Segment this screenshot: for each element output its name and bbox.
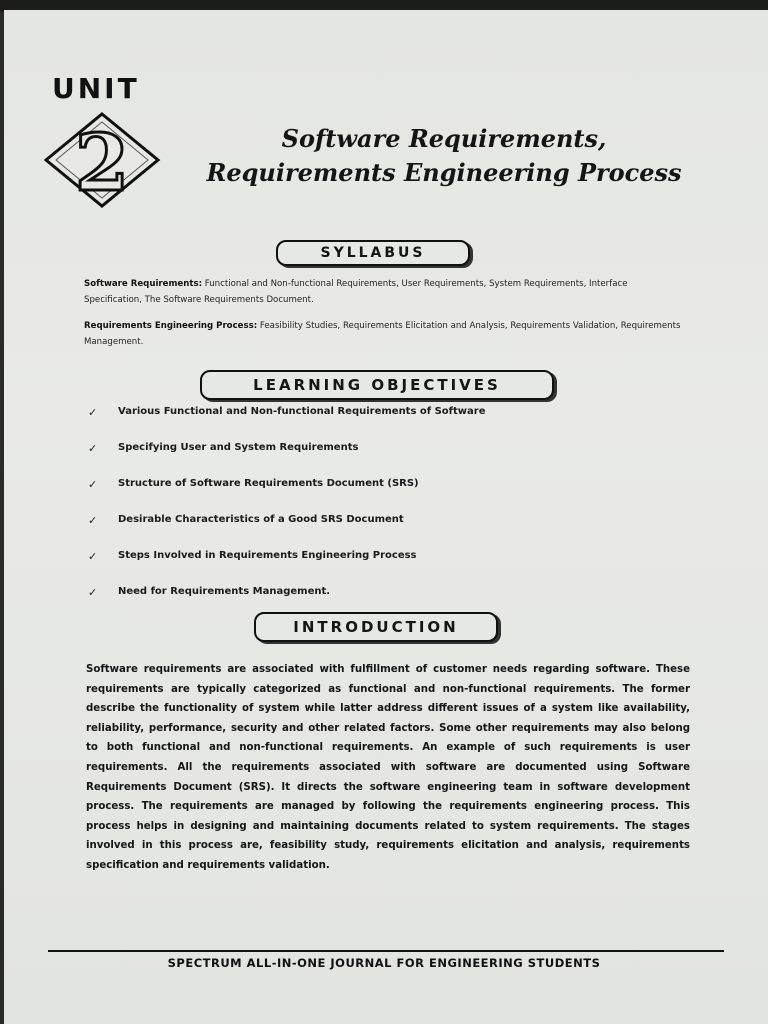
syllabus-item	[84, 318, 684, 350]
list-item	[88, 406, 608, 442]
learning-objectives-list	[88, 406, 608, 622]
footer-divider	[48, 950, 724, 952]
objective-text: Need for Requirements Management.	[118, 586, 331, 597]
syllabus-heading: SYLLABUS	[276, 240, 470, 266]
check-icon: ✓	[88, 550, 98, 563]
syllabus-item	[84, 276, 684, 308]
chapter-title-line1: Software Requirements,	[281, 124, 607, 153]
syllabus-item-label: Software Requirements:	[84, 279, 203, 289]
syllabus-item-label: Requirements Engineering Process:	[84, 321, 258, 331]
objective-text: Structure of Software Requirements Document (SRS)	[118, 478, 419, 489]
objective-text: Desirable Characteristics of a Good SRS Document	[118, 514, 404, 525]
footer-journal-title: SPECTRUM ALL-IN-ONE JOURNAL FOR ENGINEERING STUDENTS	[167, 956, 601, 970]
objective-text: Various Functional and Non-functional Requirements of Software	[118, 406, 486, 417]
list-item	[88, 514, 608, 550]
objective-text: Steps Involved in Requirements Engineering Process	[118, 550, 417, 561]
unit-number: 2	[74, 118, 130, 209]
list-item	[88, 442, 608, 478]
list-item	[88, 550, 608, 586]
check-icon: ✓	[88, 442, 98, 455]
introduction-heading: INTRODUCTION	[254, 612, 498, 642]
list-item	[88, 478, 608, 514]
unit-label: UNIT	[52, 72, 140, 105]
introduction-paragraph: Software requirements are associated with fulfillment of customer needs regarding software. These requirements are typically categorized as functional and non-functional requirements. The former describe the functionality of system while latter address different issues of a system like availability, reliability, performance, security and other related factors. Some other requirements may also belong to both functional and non-functional requirements. An example of such requirements is user requirements. All the requirements associated with software are documented using Software Requirements Document (SRS). It directs the software engineering team in software development process. The requirements are managed by following the requirements engineering process. This process helps in designing and maintaining documents related to system requirements. The stages involved in this process are, feasibility study, requirements elicitation and analysis, requirements specification and requirements validation.	[86, 664, 690, 871]
check-icon: ✓	[88, 586, 98, 599]
unit-number-badge	[44, 110, 162, 210]
objective-text: Specifying User and System Requirements	[118, 442, 359, 453]
learning-objectives-heading: LEARNING OBJECTIVES	[200, 370, 554, 400]
book-page	[4, 10, 768, 1024]
syllabus-item-text: Functional and Non-functional Requirements, User Requirements, System Requirements, Interface Specification, The Software Requirements Document.	[84, 279, 628, 305]
check-icon: ✓	[88, 406, 98, 419]
syllabus-item-text: Feasibility Studies, Requirements Elicitation and Analysis, Requirements Validation, Requirements Management.	[84, 321, 681, 347]
chapter-title	[204, 122, 684, 190]
check-icon: ✓	[88, 514, 98, 527]
chapter-title-line2: Requirements Engineering Process	[206, 158, 682, 187]
check-icon: ✓	[88, 478, 98, 491]
